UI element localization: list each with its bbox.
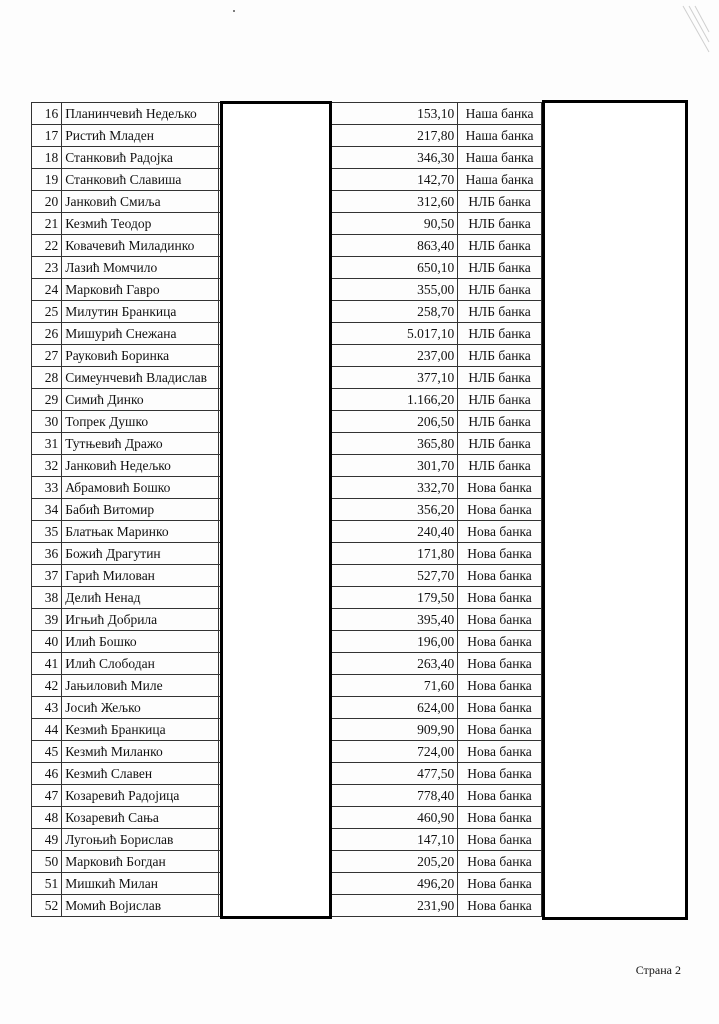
person-name: Тутњевић Дражо: [62, 433, 219, 455]
amount-cell: 5.017,10: [332, 323, 458, 345]
row-number: 42: [32, 675, 62, 697]
person-name: Кезмић Бранкица: [62, 719, 219, 741]
scan-artifact-icon: [681, 4, 711, 54]
bank-name: Нова банка: [458, 873, 542, 895]
bank-name: Нова банка: [458, 895, 542, 917]
row-number: 43: [32, 697, 62, 719]
amount-cell: 395,40: [332, 609, 458, 631]
person-name: Бабић Витомир: [62, 499, 219, 521]
row-number: 33: [32, 477, 62, 499]
person-name: Лугоњић Борислав: [62, 829, 219, 851]
person-name: Станковић Славиша: [62, 169, 219, 191]
row-number: 45: [32, 741, 62, 763]
row-number: 20: [32, 191, 62, 213]
amount-cell: 527,70: [332, 565, 458, 587]
amount-cell: 778,40: [332, 785, 458, 807]
bank-name: НЛБ банка: [458, 411, 542, 433]
amount-cell: 1.166,20: [332, 389, 458, 411]
amount-cell: 650,10: [332, 257, 458, 279]
row-number: 50: [32, 851, 62, 873]
amount-cell: 909,90: [332, 719, 458, 741]
person-name: Делић Ненад: [62, 587, 219, 609]
person-name: Топрек Душко: [62, 411, 219, 433]
amount-cell: 231,90: [332, 895, 458, 917]
bank-name: НЛБ банка: [458, 323, 542, 345]
row-number: 26: [32, 323, 62, 345]
amount-cell: 217,80: [332, 125, 458, 147]
row-number: 27: [32, 345, 62, 367]
person-name: Марковић Гавро: [62, 279, 219, 301]
bank-name: Нова банка: [458, 675, 542, 697]
bank-name: Нова банка: [458, 719, 542, 741]
bank-name: НЛБ банка: [458, 367, 542, 389]
person-name: Симић Динко: [62, 389, 219, 411]
amount-cell: 258,70: [332, 301, 458, 323]
redaction-box-right: [542, 100, 688, 920]
person-name: Планинчевић Недељко: [62, 103, 219, 125]
amount-cell: 206,50: [332, 411, 458, 433]
person-name: Кезмић Теодор: [62, 213, 219, 235]
bank-name: НЛБ банка: [458, 455, 542, 477]
amount-cell: 346,30: [332, 147, 458, 169]
bank-name: Наша банка: [458, 103, 542, 125]
person-name: Блатњак Маринко: [62, 521, 219, 543]
row-number: 31: [32, 433, 62, 455]
person-name: Кезмић Миланко: [62, 741, 219, 763]
amount-cell: 205,20: [332, 851, 458, 873]
bank-name: НЛБ банка: [458, 345, 542, 367]
bank-name: Нова банка: [458, 807, 542, 829]
row-number: 16: [32, 103, 62, 125]
row-number: 44: [32, 719, 62, 741]
person-name: Јанковић Недељко: [62, 455, 219, 477]
amount-cell: 377,10: [332, 367, 458, 389]
bank-name: НЛБ банка: [458, 191, 542, 213]
person-name: Ристић Младен: [62, 125, 219, 147]
bank-name: Нова банка: [458, 499, 542, 521]
row-number: 35: [32, 521, 62, 543]
amount-cell: 312,60: [332, 191, 458, 213]
amount-cell: 179,50: [332, 587, 458, 609]
bank-name: Наша банка: [458, 125, 542, 147]
amount-cell: 196,00: [332, 631, 458, 653]
row-number: 34: [32, 499, 62, 521]
amount-cell: 724,00: [332, 741, 458, 763]
amount-cell: 147,10: [332, 829, 458, 851]
person-name: Божић Драгутин: [62, 543, 219, 565]
bank-name: Нова банка: [458, 631, 542, 653]
bank-name: Нова банка: [458, 741, 542, 763]
row-number: 30: [32, 411, 62, 433]
bank-name: Нова банка: [458, 785, 542, 807]
person-name: Јањиловић Миле: [62, 675, 219, 697]
bank-name: НЛБ банка: [458, 389, 542, 411]
row-number: 38: [32, 587, 62, 609]
person-name: Илић Слободан: [62, 653, 219, 675]
bank-name: НЛБ банка: [458, 433, 542, 455]
bank-name: НЛБ банка: [458, 257, 542, 279]
bank-name: НЛБ банка: [458, 213, 542, 235]
amount-cell: 496,20: [332, 873, 458, 895]
person-name: Ковачевић Миладинко: [62, 235, 219, 257]
row-number: 18: [32, 147, 62, 169]
bank-name: Наша банка: [458, 169, 542, 191]
amount-cell: 460,90: [332, 807, 458, 829]
bank-name: Нова банка: [458, 851, 542, 873]
amount-cell: 90,50: [332, 213, 458, 235]
person-name: Лазић Момчило: [62, 257, 219, 279]
amount-cell: 237,00: [332, 345, 458, 367]
amount-cell: 153,10: [332, 103, 458, 125]
amount-cell: 263,40: [332, 653, 458, 675]
bank-name: Нова банка: [458, 653, 542, 675]
row-number: 52: [32, 895, 62, 917]
scan-speck: [233, 10, 235, 12]
row-number: 28: [32, 367, 62, 389]
person-name: Игњић Добрила: [62, 609, 219, 631]
person-name: Милутин Бранкица: [62, 301, 219, 323]
row-number: 23: [32, 257, 62, 279]
row-number: 48: [32, 807, 62, 829]
row-number: 40: [32, 631, 62, 653]
amount-cell: 71,60: [332, 675, 458, 697]
row-number: 24: [32, 279, 62, 301]
bank-name: Нова банка: [458, 697, 542, 719]
row-number: 17: [32, 125, 62, 147]
amount-cell: 356,20: [332, 499, 458, 521]
row-number: 36: [32, 543, 62, 565]
row-number: 51: [32, 873, 62, 895]
bank-name: Нова банка: [458, 763, 542, 785]
person-name: Кезмић Славен: [62, 763, 219, 785]
person-name: Марковић Богдан: [62, 851, 219, 873]
person-name: Рауковић Боринка: [62, 345, 219, 367]
bank-name: НЛБ банка: [458, 235, 542, 257]
amount-cell: 477,50: [332, 763, 458, 785]
amount-cell: 332,70: [332, 477, 458, 499]
row-number: 32: [32, 455, 62, 477]
row-number: 46: [32, 763, 62, 785]
row-number: 49: [32, 829, 62, 851]
amount-cell: 142,70: [332, 169, 458, 191]
bank-name: Наша банка: [458, 147, 542, 169]
person-name: Јосић Жељко: [62, 697, 219, 719]
amount-cell: 624,00: [332, 697, 458, 719]
row-number: 29: [32, 389, 62, 411]
row-number: 37: [32, 565, 62, 587]
row-number: 41: [32, 653, 62, 675]
amount-cell: 171,80: [332, 543, 458, 565]
person-name: Козаревић Радојица: [62, 785, 219, 807]
person-name: Јанковић Смиља: [62, 191, 219, 213]
row-number: 19: [32, 169, 62, 191]
redaction-box-left: [220, 101, 332, 919]
page-number: Страна 2: [635, 963, 681, 977]
person-name: Симеунчевић Владислав: [62, 367, 219, 389]
person-name: Момић Војислав: [62, 895, 219, 917]
person-name: Абрамовић Бошко: [62, 477, 219, 499]
row-number: 22: [32, 235, 62, 257]
person-name: Мишкић Милан: [62, 873, 219, 895]
bank-name: Нова банка: [458, 477, 542, 499]
row-number: 25: [32, 301, 62, 323]
amount-cell: 240,40: [332, 521, 458, 543]
amount-cell: 355,00: [332, 279, 458, 301]
row-number: 47: [32, 785, 62, 807]
amount-cell: 301,70: [332, 455, 458, 477]
person-name: Илић Бошко: [62, 631, 219, 653]
bank-name: Нова банка: [458, 543, 542, 565]
person-name: Козаревић Сања: [62, 807, 219, 829]
bank-name: НЛБ банка: [458, 279, 542, 301]
amount-cell: 365,80: [332, 433, 458, 455]
amount-cell: 863,40: [332, 235, 458, 257]
person-name: Мишурић Снежана: [62, 323, 219, 345]
row-number: 21: [32, 213, 62, 235]
bank-name: Нова банка: [458, 565, 542, 587]
bank-name: НЛБ банка: [458, 301, 542, 323]
bank-name: Нова банка: [458, 609, 542, 631]
bank-name: Нова банка: [458, 587, 542, 609]
bank-name: Нова банка: [458, 521, 542, 543]
bank-name: Нова банка: [458, 829, 542, 851]
person-name: Гарић Милован: [62, 565, 219, 587]
row-number: 39: [32, 609, 62, 631]
person-name: Станковић Радојка: [62, 147, 219, 169]
